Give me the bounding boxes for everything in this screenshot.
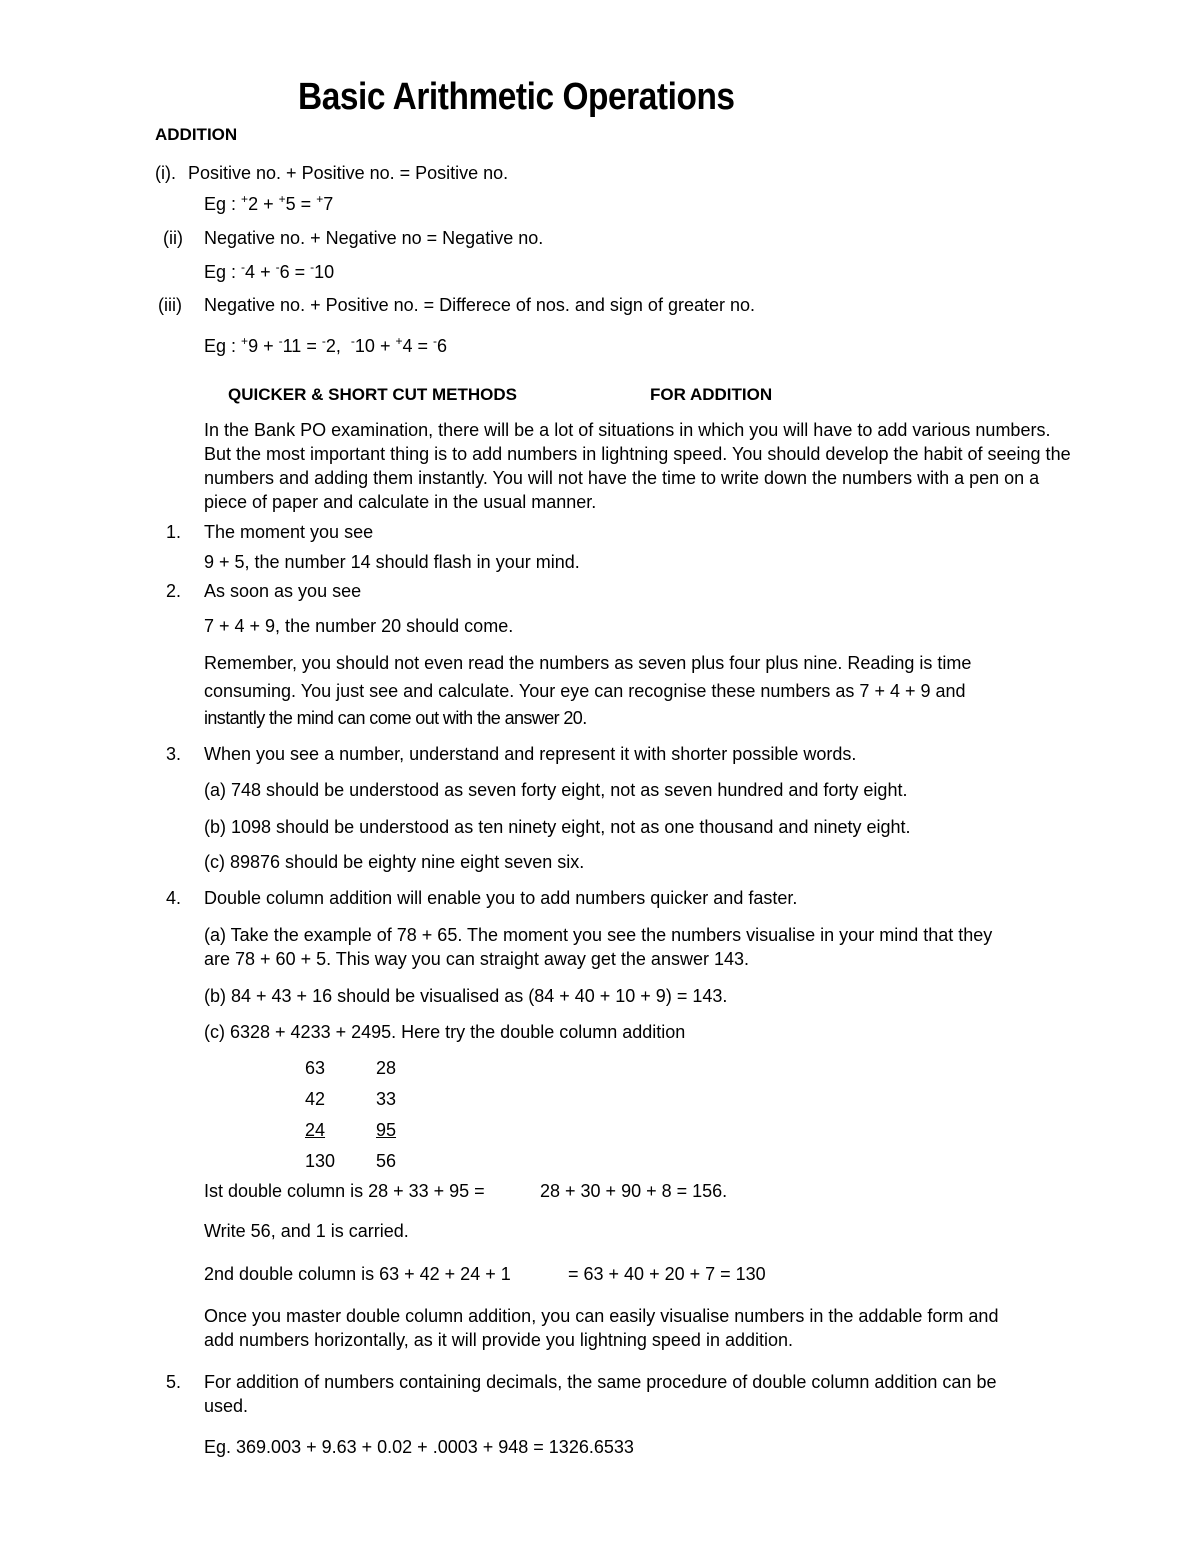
item-3-b: (b) 1098 should be understood as ten ninety eight, not as one thousand and ninety eight. xyxy=(204,817,911,837)
second-column-result: = 63 + 40 + 20 + 7 = 130 xyxy=(568,1264,766,1284)
item-2-line1: As soon as you see xyxy=(204,581,362,601)
once-1: Once you master double column addition, you can easily visualise numbers in the addable form and xyxy=(204,1306,999,1326)
item-4-b: (b) 84 + 43 + 16 should be visualised as (84 + 40 + 10 + 9) = 143. xyxy=(204,986,728,1006)
table-cell: 95 xyxy=(376,1120,397,1140)
table-cell: 130 xyxy=(305,1151,336,1171)
item-5-num: 5. xyxy=(166,1372,182,1392)
item-2-remember-1: Remember, you should not even read the numbers as seven plus four plus nine. Reading is time xyxy=(204,653,972,673)
second-column-text: 2nd double column is 63 + 42 + 24 + 1 xyxy=(204,1264,511,1284)
first-column-result: 28 + 30 + 90 + 8 = 156. xyxy=(540,1181,728,1201)
example-2: Eg : -4 + -6 = -10 xyxy=(204,260,335,282)
item-3-num: 3. xyxy=(166,744,182,764)
item-3-c: (c) 89876 should be eighty nine eight seven six. xyxy=(204,852,585,872)
table-cell: 24 xyxy=(305,1120,326,1140)
rule-3-num: (iii) xyxy=(158,295,182,315)
item-2-line2: 7 + 4 + 9, the number 20 should come. xyxy=(204,616,514,636)
example-1: Eg : +2 + +5 = +7 xyxy=(204,192,334,214)
rule-1-num: (i). xyxy=(155,163,176,183)
item-4-a-1: (a) Take the example of 78 + 65. The moment you see the numbers visualise in your mind that they xyxy=(204,925,993,945)
item-4-a-2: are 78 + 60 + 5. This way you can straight away get the answer 143. xyxy=(204,949,749,969)
table-cell: 42 xyxy=(305,1089,326,1109)
item-2-remember-2: consuming. You just see and calculate. Your eye can recognise these numbers as 7 + 4 + 9 and xyxy=(204,681,966,701)
rule-3-text: Negative no. + Positive no. = Differece of nos. and sign of greater no. xyxy=(204,295,756,315)
item-3-line1: When you see a number, understand and represent it with shorter possible words. xyxy=(204,744,857,764)
item-4-num: 4. xyxy=(166,888,182,908)
rule-2-text: Negative no. + Negative no = Negative no. xyxy=(204,228,544,248)
item-2-num: 2. xyxy=(166,581,182,601)
table-cell: 56 xyxy=(376,1151,397,1171)
item-3-a: (a) 748 should be understood as seven forty eight, not as seven hundred and forty eight. xyxy=(204,780,908,800)
item-1-line2: 9 + 5, the number 14 should flash in your mind. xyxy=(204,552,580,572)
item-4-c: (c) 6328 + 4233 + 2495. Here try the double column addition xyxy=(204,1022,686,1042)
rule-1-text: Positive no. + Positive no. = Positive no. xyxy=(188,163,509,183)
item-1-num: 1. xyxy=(166,522,182,542)
table-cell: 63 xyxy=(305,1058,326,1078)
page-title: Basic Arithmetic Operations xyxy=(298,76,735,118)
item-4-line1: Double column addition will enable you to add numbers quicker and faster. xyxy=(204,888,798,908)
first-column-text: Ist double column is 28 + 33 + 95 = xyxy=(204,1181,485,1201)
table-cell: 33 xyxy=(376,1089,397,1109)
write-carry: Write 56, and 1 is carried. xyxy=(204,1221,409,1241)
table-cell: 28 xyxy=(376,1058,397,1078)
item-5-line2: used. xyxy=(204,1396,249,1416)
item-2-remember-3: instantly the mind can come out with the answer 20. xyxy=(204,708,587,728)
example-3: Eg : +9 + -11 = -2, -10 + +4 = -6 xyxy=(204,334,448,356)
rule-2-num: (ii) xyxy=(163,228,183,248)
shortcut-intro: In the Bank PO examination, there will be a lot of situations in which you will have to add various numbers. But the most important thing is to add numbers in lightning speed. You should develop the habit of seeing the numbers and adding them instantly. You will not have the time to write down the numbers with a pen on a piece of paper and calculate in the usual manner. xyxy=(204,420,1071,512)
item-1-line1: The moment you see xyxy=(204,522,374,542)
once-2: add numbers horizontally, as it will provide you lightning speed in addition. xyxy=(204,1330,794,1350)
shortcut-heading-right: FOR ADDITION xyxy=(650,385,773,404)
shortcut-heading-left: QUICKER & SHORT CUT METHODS xyxy=(228,385,517,404)
item-5-line1: For addition of numbers containing decimals, the same procedure of double column addition can be xyxy=(204,1372,997,1392)
item-5-eg: Eg. 369.003 + 9.63 + 0.02 + .0003 + 948 = 1326.6533 xyxy=(204,1437,634,1457)
addition-heading: ADDITION xyxy=(155,125,238,144)
